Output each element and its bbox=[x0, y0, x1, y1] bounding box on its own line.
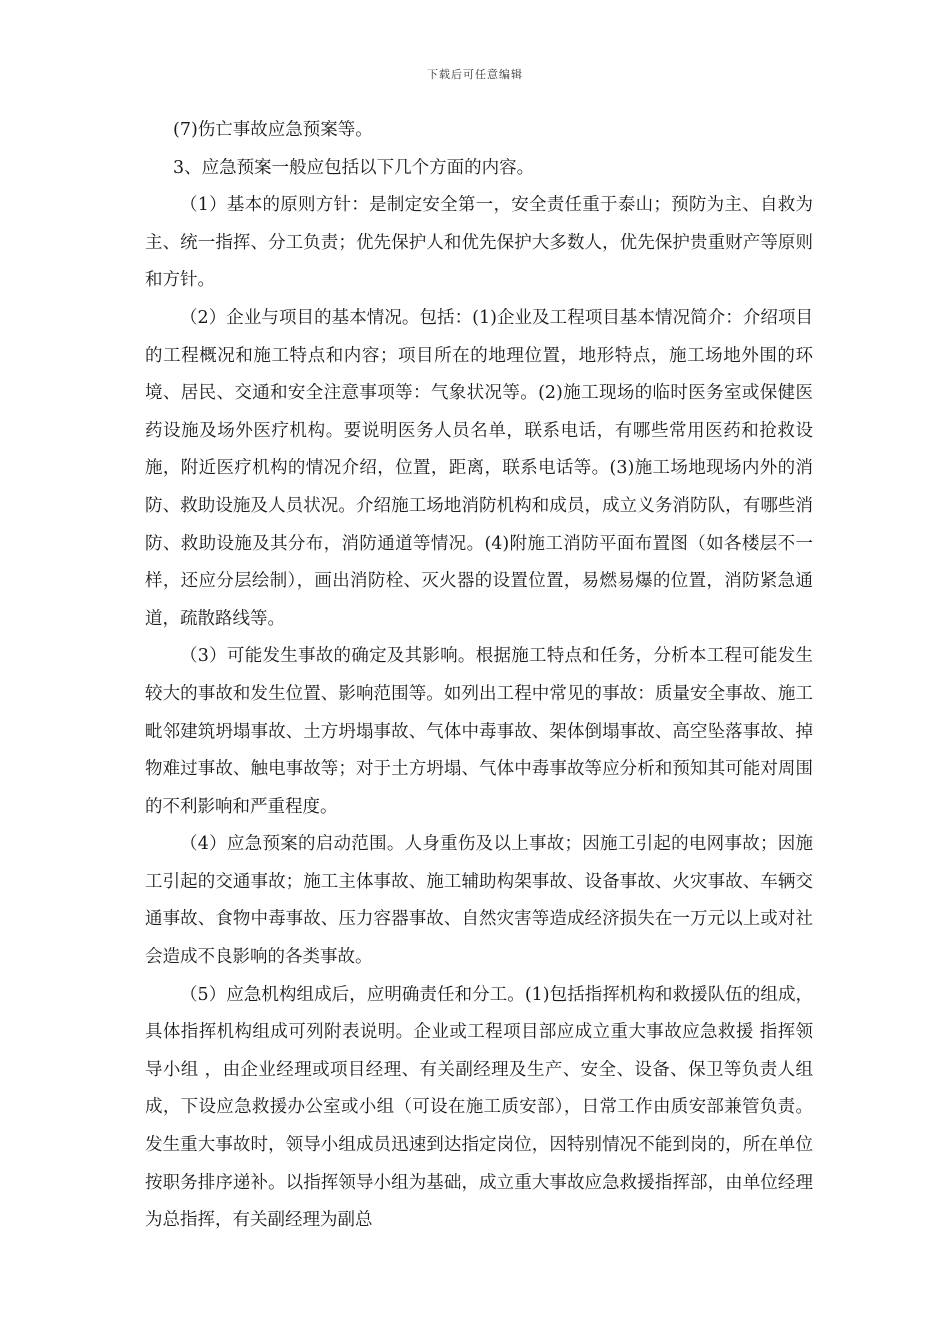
paragraph-accident-impact: （3）可能发生事故的确定及其影响。根据施工特点和任务，分析本工程可能发生较大的事故和发生位置、影响范围等。如列出工程中常见的事故：质量安全事故、施工毗邻建筑坍塌事故、土方坍塌事故、气体中毒事故、架体倒塌事故、高空坠落事故、掉物难过事故、触电事故等；对于土方坍塌、气体中毒事故等应分析和预知其可能对周围的不利影响和严重程度。 bbox=[145, 646, 813, 817]
paragraph-item-7: (7)伤亡事故应急预案等。 bbox=[173, 120, 373, 140]
paragraph-organization: （5）应急机构组成后，应明确责任和分工。(1)包括指挥机构和救援队伍的组成，具体指挥机构组成可列附表说明。企业或工程项目部应成立重大事故应急救援 指挥领导小组 ，由企业经理或项目经理、有关副经理及生产、安全、设备、保卫等负责人组成，下设应急救援办公室或小组（可设在施工质安部），日常工作由质安部兼管负责。发生重大事故时，领导小组成员迅速到达指定岗位，因特别情况不能到岗的，所在单位按职务排序递补。以指挥领导小组为基础，成立重大事故应急救援指挥部，由单位经理为总指挥，有关副经理为副总 bbox=[145, 984, 813, 1231]
paragraph-activation-scope: （4）应急预案的启动范围。人身重伤及以上事故；因施工引起的电网事故；因施工引起的交通事故；施工主体事故、施工辅助构架事故、设备事故、火灾事故、车辆交通事故、食物中毒事故、压力容器事故、自然灾害等造成经济损失在一万元以上或对社会造成不良影响的各类事故。 bbox=[145, 834, 813, 968]
document-body bbox=[145, 112, 813, 1240]
paragraph-basic-info: （2）企业与项目的基本情况。包括：(1)企业及工程项目基本情况简介：介绍项目的工程概况和施工特点和内容；项目所在的地理位置，地形特点，施工场地外围的环境、居民、交通和安全注意事项等：气象状况等。(2)施工现场的临时医务室或保健医药设施及场外医疗机构。要说明医务人员名单，联系电话，有哪些常用医药和抢救设施，附近医疗机构的情况介绍，位置，距离，联系电话等。(3)施工场地现场内外的消防、救助设施及人员状况。介绍施工场地消防机构和成员，成立义务消防队，有哪些消防、救助设施及其分布，消防通道等情况。(4)附施工消防平面布置图（如各楼层不一样，还应分层绘制），画出消防栓、灭火器的设置位置，易燃易爆的位置，消防紧急通道，疏散路线等。 bbox=[145, 307, 813, 629]
page-header: 下载后可任意编辑 bbox=[427, 68, 523, 81]
paragraph-principles: （1）基本的原则方针：是制定安全第一，安全责任重于泰山；预防为主、自救为主、统一指挥、分工负责；优先保护人和优先保护大多数人，优先保护贵重财产等原则和方针。 bbox=[145, 195, 813, 291]
paragraph-section-3: 3、应急预案一般应包括以下几个方面的内容。 bbox=[173, 157, 535, 178]
